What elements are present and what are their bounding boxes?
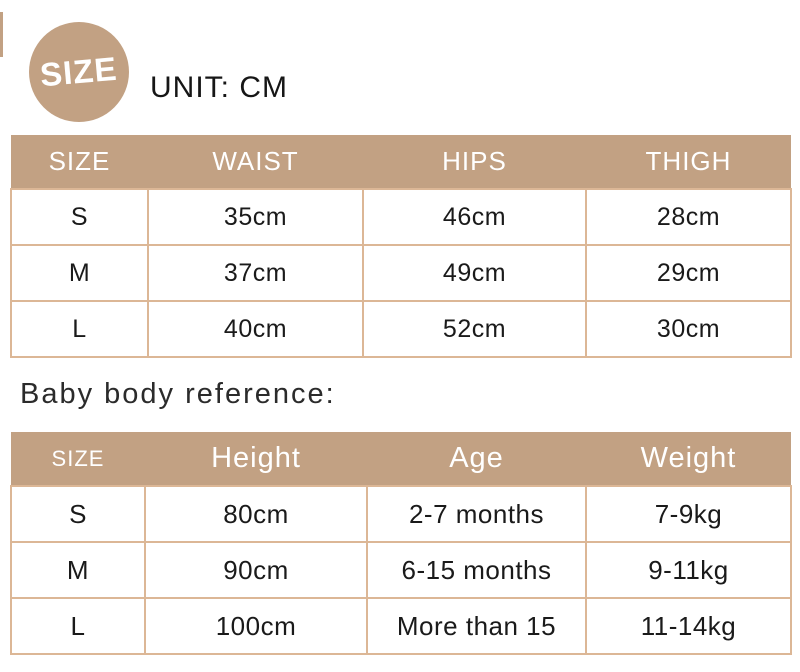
table-row-l — [11, 301, 791, 357]
table-row-m — [11, 542, 791, 598]
table-cell: 28cm — [586, 189, 791, 245]
table-cell: 30cm — [586, 301, 791, 357]
unit-label: UNIT: CM — [150, 71, 288, 104]
size-badge — [29, 22, 129, 122]
table-row-l — [11, 598, 791, 654]
table-cell: 40cm — [148, 301, 363, 357]
section-title: Baby body reference: — [20, 378, 336, 410]
table-cell: 6-15 months — [367, 542, 586, 598]
table-cell: 37cm — [148, 245, 363, 301]
table-cell: 35cm — [148, 189, 363, 245]
column-header-waist: WAIST — [148, 135, 363, 189]
column-header-weight: Weight — [586, 432, 791, 486]
table-cell: 9-11kg — [586, 542, 791, 598]
column-header-height: Height — [145, 432, 367, 486]
table-cell: L — [11, 598, 145, 654]
table-cell: M — [11, 542, 145, 598]
baby-reference-header-row — [11, 432, 791, 486]
table-cell: 11-14kg — [586, 598, 791, 654]
table-cell: L — [11, 301, 148, 357]
table-cell: 2-7 months — [367, 486, 586, 542]
table-row-s — [11, 189, 791, 245]
table-cell: 7-9kg — [586, 486, 791, 542]
left-edge-artifact — [0, 12, 3, 57]
column-header-age: Age — [367, 432, 586, 486]
column-header-thigh: THIGH — [586, 135, 791, 189]
table-cell: M — [11, 245, 148, 301]
measurement-table — [10, 135, 792, 358]
column-header-hips: HIPS — [363, 135, 586, 189]
table-cell: 52cm — [363, 301, 586, 357]
table-cell: 46cm — [363, 189, 586, 245]
table-cell: 49cm — [363, 245, 586, 301]
measurement-table-header-row — [11, 135, 791, 189]
table-row-s — [11, 486, 791, 542]
size-badge-label: SIZE — [38, 49, 120, 94]
table-cell: More than 15 — [367, 598, 586, 654]
column-header-size: SIZE — [11, 432, 145, 486]
table-cell: S — [11, 189, 148, 245]
table-cell: 80cm — [145, 486, 367, 542]
table-cell: S — [11, 486, 145, 542]
table-cell: 29cm — [586, 245, 791, 301]
table-cell: 100cm — [145, 598, 367, 654]
column-header-size: SIZE — [11, 135, 148, 189]
table-row-m — [11, 245, 791, 301]
table-cell: 90cm — [145, 542, 367, 598]
baby-reference-table — [10, 432, 792, 655]
